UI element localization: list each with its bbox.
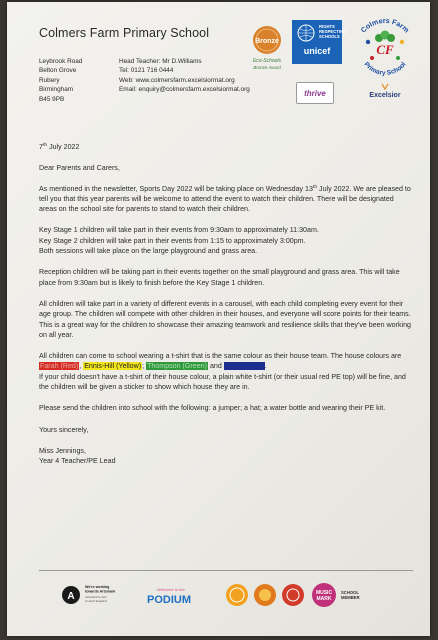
school-name: Colmers Farm Primary School (39, 26, 210, 40)
svg-text:MARK: MARK (316, 596, 332, 602)
website: Web: www.colmersfarm.excelsiormat.org (119, 76, 235, 84)
paragraph-what-to-bring: Please send the children into school with the following: a jumper; a hat; a water bottle and wearing their PE kit. (39, 404, 386, 413)
crest-bottom-text: Primary School (362, 61, 408, 77)
music-mark-badge (312, 583, 336, 607)
sessions-location: Both sessions will take place on the large playground and grass area. (39, 247, 258, 256)
excelsior-logo (364, 82, 406, 100)
paragraph-no-tshirt: If your child doesn't have a t-shirt of their house colour, a plain white t-shirt (or their usual red PE top) will be fine, and the children will be given a sticker to show which house they are in. (39, 372, 406, 392)
rights-line-1: RIGHTS (319, 24, 335, 29)
eco-schools-bronze-badge (239, 24, 295, 76)
school-member-label (341, 590, 360, 600)
email: Email: enquiry@colmersfarm.excelsiormat.org (119, 86, 250, 94)
unicef-label: unicef (303, 46, 331, 56)
rights-respecting-schools-badge (292, 20, 347, 64)
svg-text:MEMBER: MEMBER (341, 595, 360, 600)
sign-off: Yours sincerely, (39, 425, 89, 434)
house-red-highlight: Farah (Red) (40, 362, 79, 371)
physical-activity-badge (282, 584, 304, 606)
letter-date: 7th July 2022 (39, 143, 80, 151)
svg-text:Welcome to the: Welcome to the (157, 587, 185, 592)
svg-text:Council England: Council England (85, 599, 107, 603)
welcome-to-the-podium-logo (147, 587, 191, 606)
crest-initials: CF (376, 42, 394, 57)
key-stage-2-times: Key Stage 2 children will take part in their events from 1:15 to approximately 3:00pm. (39, 236, 306, 245)
svg-text:PODIUM: PODIUM (147, 594, 191, 606)
svg-text:MUSIC: MUSIC (315, 590, 333, 596)
letter-body (39, 142, 411, 467)
house-green-highlight: Thompson (Green) (147, 362, 207, 371)
bronze-caption-2: Bronze Award (253, 65, 281, 70)
school-contact (119, 57, 250, 95)
key-stage-1-times: Key Stage 1 children will take part in their events from 9:30am to approximately 11:30am. (39, 226, 319, 235)
house-blue-highlight: Daley (Blue) (224, 362, 264, 371)
excelsior-flame-icon (382, 84, 388, 89)
school-games-mark-badge (254, 584, 276, 606)
artsmark-a-icon: A (67, 591, 75, 602)
address-line: B45 9PB (39, 95, 65, 103)
rights-line-2: RESPECTING (319, 29, 347, 34)
signer-role: Year 4 Teacher/PE Lead (39, 457, 116, 466)
artsmark-logo (62, 585, 115, 604)
unicef-globe-icon (298, 25, 314, 41)
thrive-badge (296, 82, 334, 104)
letter-page (7, 2, 430, 636)
address-line: Rubery (39, 76, 60, 84)
address-line: Leybrook Road (39, 58, 83, 65)
address-line: Belton Grove (39, 67, 77, 75)
thrive-label: thrive (304, 89, 326, 98)
school-address (39, 57, 82, 104)
svg-text:We're working: We're working (85, 585, 110, 589)
svg-text:Awarded by Arts: Awarded by Arts (85, 595, 107, 599)
signer-name: Miss Jennings, (39, 446, 86, 455)
footer-logos (61, 580, 406, 610)
svg-text:towards Artsmark: towards Artsmark (85, 589, 116, 594)
bronze-caption-1: Eco-Schools (252, 58, 282, 64)
svg-text:Primary School (362, 61, 407, 77)
head-teacher: Head Teacher: Mr D.Williams (119, 58, 202, 65)
rights-line-3: SCHOOLS (319, 34, 340, 39)
bronze-label: Bronze (255, 38, 279, 45)
footer-divider (39, 570, 413, 571)
svg-text:SCHOOL: SCHOOL (341, 590, 359, 595)
school-crest-logo (350, 12, 420, 84)
paragraph-reception: Reception children will be taking part in their events together on the small playground and grass area. This will take place from 9:30am but is likely to finish before the Key Stage 1 children. (39, 268, 400, 287)
greeting: Dear Parents and Carers, (39, 164, 120, 173)
sports-award-badge-orange (226, 584, 248, 606)
telephone: Tel: 0121 716 0444 (119, 67, 174, 75)
paragraph-house-colours: All children can come to school wearing a t-shirt that is the same colour as their house team. The house colours are Farah (Red), Ennis-Hill (Yellow); Thompson (Green) and Daley (Blue). (39, 352, 402, 371)
crest-top-text: Colmers Farm (358, 15, 412, 35)
excelsior-label: Excelsior (369, 92, 401, 99)
crest-tree-icon (375, 31, 395, 43)
paragraph-carousel: All children will take part in a variety of different events in a carousel, with each child completing every event for their age group. The children will compete with other children in their houses, and everyone will score points for their teams. This is a great way for the children to showcase their amazing teamwork and resilience skills that they've been working on all year. (39, 299, 411, 339)
house-yellow-highlight: Ennis-Hill (Yellow) (84, 362, 142, 371)
address-line: Birmingham (39, 86, 74, 94)
paragraph-sports-day: As mentioned in the newsletter, Sports Day 2022 will be taking place on Wednesday 13th July 2022. We are pleased to tell you that this year parents will be welcome to attend the event to watch their children. There will be designated areas on the school site for parents to stand to watch their children. (39, 184, 411, 214)
